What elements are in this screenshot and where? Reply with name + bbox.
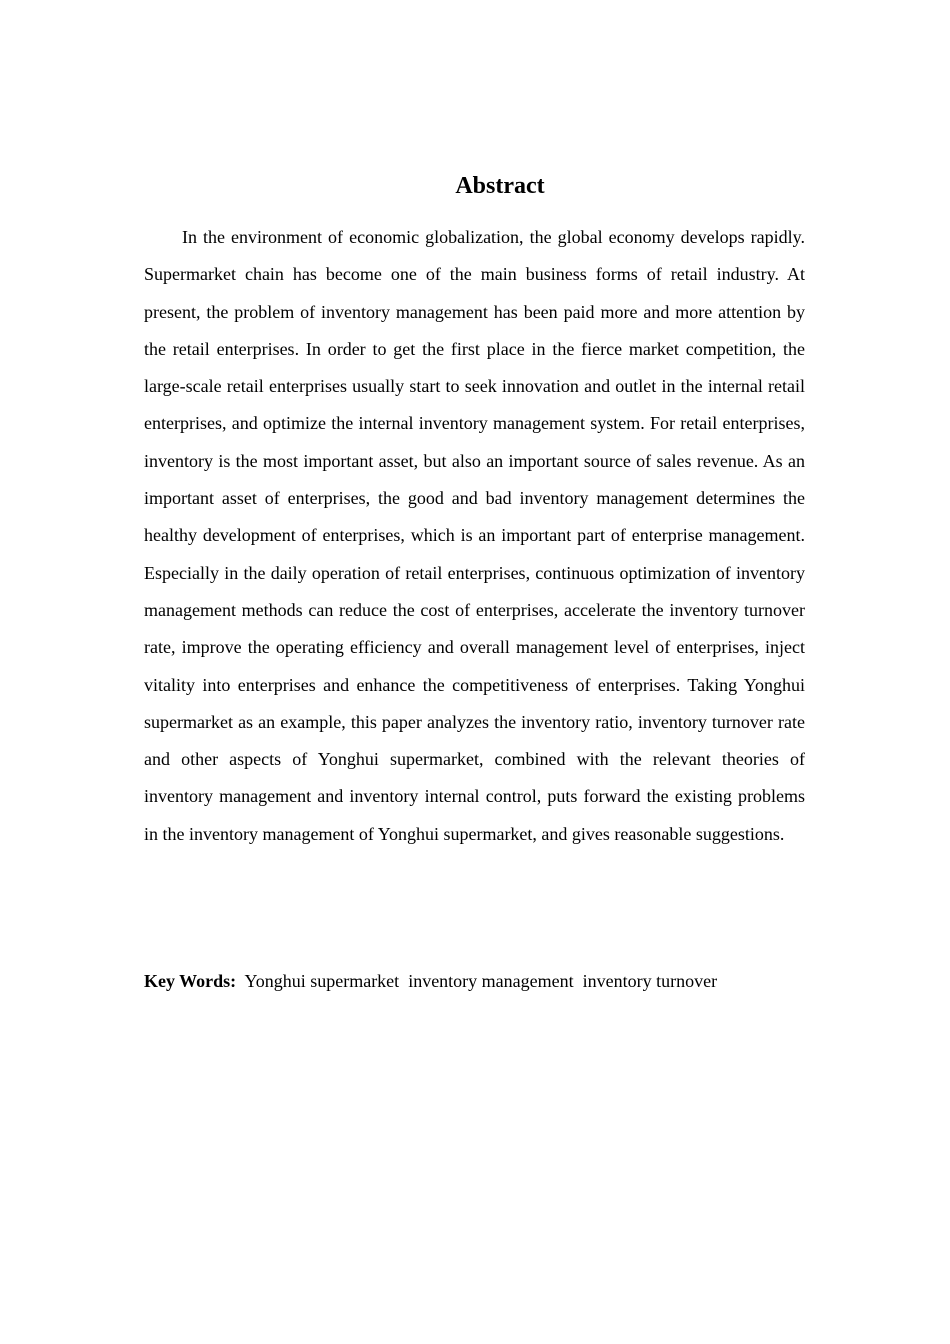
abstract-body: In the environment of economic globalization, the global economy develops rapidly. Supermarket chain has become one of the main business forms of retail industry. At present, the problem of inventory management has been paid more and more attention by the retail enterprises. In order to get the first place in the fierce market competition, the large-scale retail enterprises usually start to seek innovation and outlet in the internal retail enterprises, and optimize the internal inventory management system. For retail enterprises, inventory is the most important asset, but also an important source of sales revenue. As an important asset of enterprises, the good and bad inventory management determines the healthy development of enterprises, which is an important part of enterprise management. Especially in the daily operation of retail enterprises, continuous optimization of inventory management methods can reduce the cost of enterprises, accelerate the inventory turnover rate, improve the operating efficiency and overall management level of enterprises, inject vitality into enterprises and enhance the competitiveness of enterprises. Taking Yonghui supermarket as an example, this paper analyzes the inventory ratio, inventory turnover rate and other aspects of Yonghui supermarket, combined with the relevant theories of inventory management and inventory internal control, puts forward the existing problems in the inventory management of Yonghui supermarket, and gives reasonable suggestions.: [144, 227, 805, 844]
abstract-title: Abstract: [455, 173, 545, 199]
keyword-item: Yonghui supermarket: [244, 971, 400, 991]
keywords-label: Key Words:: [144, 971, 237, 991]
keyword-item: inventory turnover: [582, 971, 718, 991]
keywords-line: [144, 964, 805, 998]
keyword-item: inventory management: [408, 971, 574, 991]
